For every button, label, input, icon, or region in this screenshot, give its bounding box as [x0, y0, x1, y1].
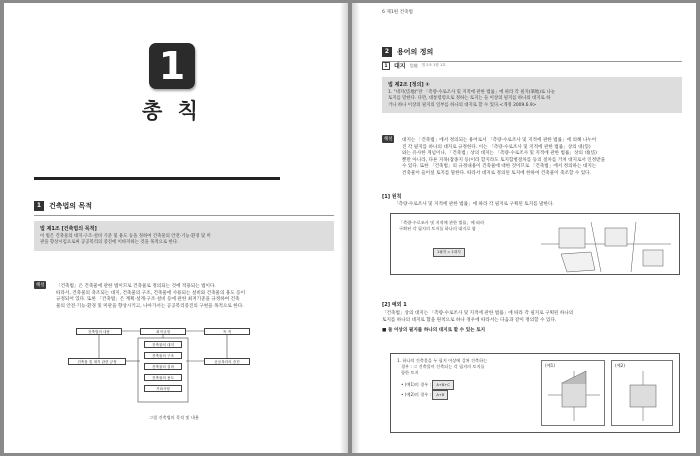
chapter-number: 1	[149, 43, 195, 89]
principle-figure-text: 「측량·수로조사 및 지적에 관한 법률」에 따라	[399, 220, 485, 225]
commentary-tag: 해설	[36, 283, 45, 288]
commentary-line: 규정되어 있다. 또한 「건축법」은 계획·설계·구조·설비 등에 관한 최저기준을 규정하여 건축	[56, 297, 240, 303]
term-heading	[382, 61, 682, 70]
term-note: 법 2조 1항 1호	[421, 63, 446, 67]
term-title: 대지	[394, 63, 406, 70]
exception-inner-line: 합한 토지	[401, 370, 419, 375]
exception-case-2	[401, 390, 448, 400]
diagram-box-minimum-rules: 최저규정	[140, 328, 186, 335]
diagram-box-public-welfare: 공공복리의 증진	[204, 358, 250, 365]
section-number: 1	[34, 201, 44, 211]
section-rule	[34, 215, 334, 216]
example-1-illustration	[542, 361, 606, 427]
law-article-title: 법 제2조 [정의] ①	[388, 82, 430, 88]
example-1-panel	[541, 360, 605, 426]
term-ruby: 垈地	[409, 62, 418, 68]
section-heading	[382, 47, 682, 62]
example-1-label: (예1)	[545, 363, 555, 368]
law-article-line: 거나 하나 이상의 필지의 일부를 하나의 대지로 할 수 있다.<개정 2009.6.9>	[388, 102, 537, 108]
commentary-line: 뿐만 아니라, 다른 지목(잡종지 등)이라 할지라도 토지합병절차를 등의 절차를 거쳐 대지로서 인정받을	[402, 157, 606, 163]
chapter-divider	[34, 177, 280, 180]
exception-line: 토지를 하나의 대지로 함을 원칙으로 하나 경우에 따라서는 다음과 같이 정의할 수 있다.	[382, 317, 557, 323]
purpose-diagram	[64, 321, 284, 431]
case-2-formula: A+B	[432, 390, 448, 400]
commentary-tag: 해설	[384, 137, 393, 142]
figure-caption: 그림 건축법의 목적 및 내용	[149, 415, 199, 420]
exception-inner-line: 경우 : 그 건축물이 건축되는 각 필지의 토지를	[401, 364, 485, 369]
exception-case-1	[401, 380, 454, 390]
section-title: 용어의 정의	[397, 48, 434, 56]
example-2-panel	[611, 360, 673, 426]
example-2-illustration	[612, 361, 674, 427]
commentary-line: 대지는 「건축법」에서 정의되는 용어로서 「측량·수로조사 및 지적에 관한 법률」에 의해 나누어	[402, 138, 597, 143]
exception-inner-line: 1. 하나의 건축물을 두 필지 이상에 걸쳐 건축하는	[397, 358, 488, 363]
principle-figure	[390, 213, 680, 275]
exception-line: 「건축법」상의 대지는 「측량·수로조사 및 지적에 관한 법률」에 따라 각 필지로 구획된 하나의	[382, 311, 574, 316]
diagram-box-law-content: 건축법의 내용	[76, 328, 122, 335]
example-2-label: (예2)	[615, 363, 625, 368]
principle-text: 「측량·수로조사 및 지적에 관한 법률」에 따라 각 필지로 구획된 토지를 말한다.	[394, 202, 554, 207]
term-number: 1	[382, 62, 390, 70]
commentary-line: 물의 안전·기능·환경 및 미관을 향상시키고, 나아가서는 공공복리증진의 구현을 목적으로 한다.	[56, 303, 244, 309]
exception-label: [2] 예외 1	[382, 302, 407, 308]
commentary-line: 와는 유사한 개념이나, 「건축법」상의 대지는 「측량·수로조사 및 지적에 관한 법률」상의 대(垈)	[402, 151, 597, 157]
principle-figure-text: 구획된 각 필지의 토지를 하나의 대지로 함	[399, 226, 476, 231]
commentary-line: 「건축법」은 건축물에 관한 법이므로 건축물로 정의되는 것에 적용되는 법이다.	[56, 284, 216, 289]
law-article-box	[34, 221, 334, 251]
page-gutter-shadow	[352, 3, 360, 453]
exception-figure	[390, 353, 680, 433]
diagram-box-purpose: 목 적	[204, 328, 250, 335]
principle-label: [1] 원칙	[382, 194, 402, 200]
right-page	[352, 3, 696, 453]
section-heading	[34, 201, 334, 216]
law-article-line: 토지를 말한다. 다만, 대통령령으로 정하는 토지는 둘 이상의 필지를 하나의 대지로 하	[388, 96, 551, 102]
section-title: 건축법의 목적	[49, 202, 93, 210]
case-1-label: • (예1)의 경우 :	[401, 382, 433, 387]
diagram-box-site: 건축물의 대지	[144, 341, 182, 348]
commentary-line: 수 있다. 또한 「건축법」의 규정내용이 건축물에 대한 것이므로 「건축법」에서 정의하는 대지는	[402, 164, 597, 170]
left-page	[4, 3, 348, 453]
law-article-line: 관을 향상시킴으로써 공공복리의 증진에 이바지하는 것을 목적으로 한다.	[40, 240, 179, 246]
law-article-line: 이 법은 건축물의 대지·구조·설비 기준 및 용도 등을 정하여 건축물의 안전·기능·환경 및 미	[40, 234, 211, 239]
law-article-title: 법 제1조 [건축법의 목적]	[40, 226, 97, 232]
commentary-line: 따라서, 건축물의 축조되는 대지, 건축물의 구조, 건축물에 사용되는 설비와 건축물의 용도 등이	[56, 290, 246, 296]
diagram-box-equipment: 건축물의 설비	[144, 363, 182, 370]
law-article-box	[382, 77, 682, 113]
commentary-block	[382, 125, 682, 178]
law-article-line: 1. "대지(垈地)"란 「측량·수로조사 및 지적에 관한 법률」에 따라 각 필지(筆地)로 나눈	[388, 90, 556, 95]
section-number: 2	[382, 47, 392, 57]
principle-block	[382, 193, 682, 209]
commentary-line: 진 각 필지를 하나의 대지로 규정한다. 이는 「측량·수로조사 및 지적에 관한 법률」상의 대(垈)	[402, 144, 591, 150]
parcel-illustration	[391, 214, 681, 276]
page-gutter-shadow	[340, 3, 348, 453]
case-1-formula: A+B+C	[432, 380, 453, 390]
chapter-title: 총 칙	[142, 98, 202, 123]
bullet-square-icon: ■	[382, 328, 388, 334]
commentary-block	[34, 271, 334, 310]
diagram-box-building-site-rules: 건축물 및 대지 관련 규정	[68, 358, 126, 365]
commentary-line: 건축물이 들어설 토지를 말한다. 따라서 대지로 정의된 토지에 한하여 건축물이 축조할 수 있다.	[402, 170, 592, 176]
diagram-box-use: 건축물의 용도	[144, 374, 182, 381]
exception-block	[382, 301, 682, 335]
running-head: 6 제1편 건축법	[382, 10, 413, 15]
diagram-box-other: 기타사항	[144, 385, 182, 392]
diagram-box-structure: 건축물의 구조	[144, 352, 182, 359]
principle-formula: 1필지 = 1대지	[433, 248, 465, 257]
exception-bullet: 둘 이상의 필지를 하나의 대지로 할 수 있는 토지	[387, 328, 486, 334]
case-2-label: • (예2)의 경우 :	[401, 392, 433, 397]
